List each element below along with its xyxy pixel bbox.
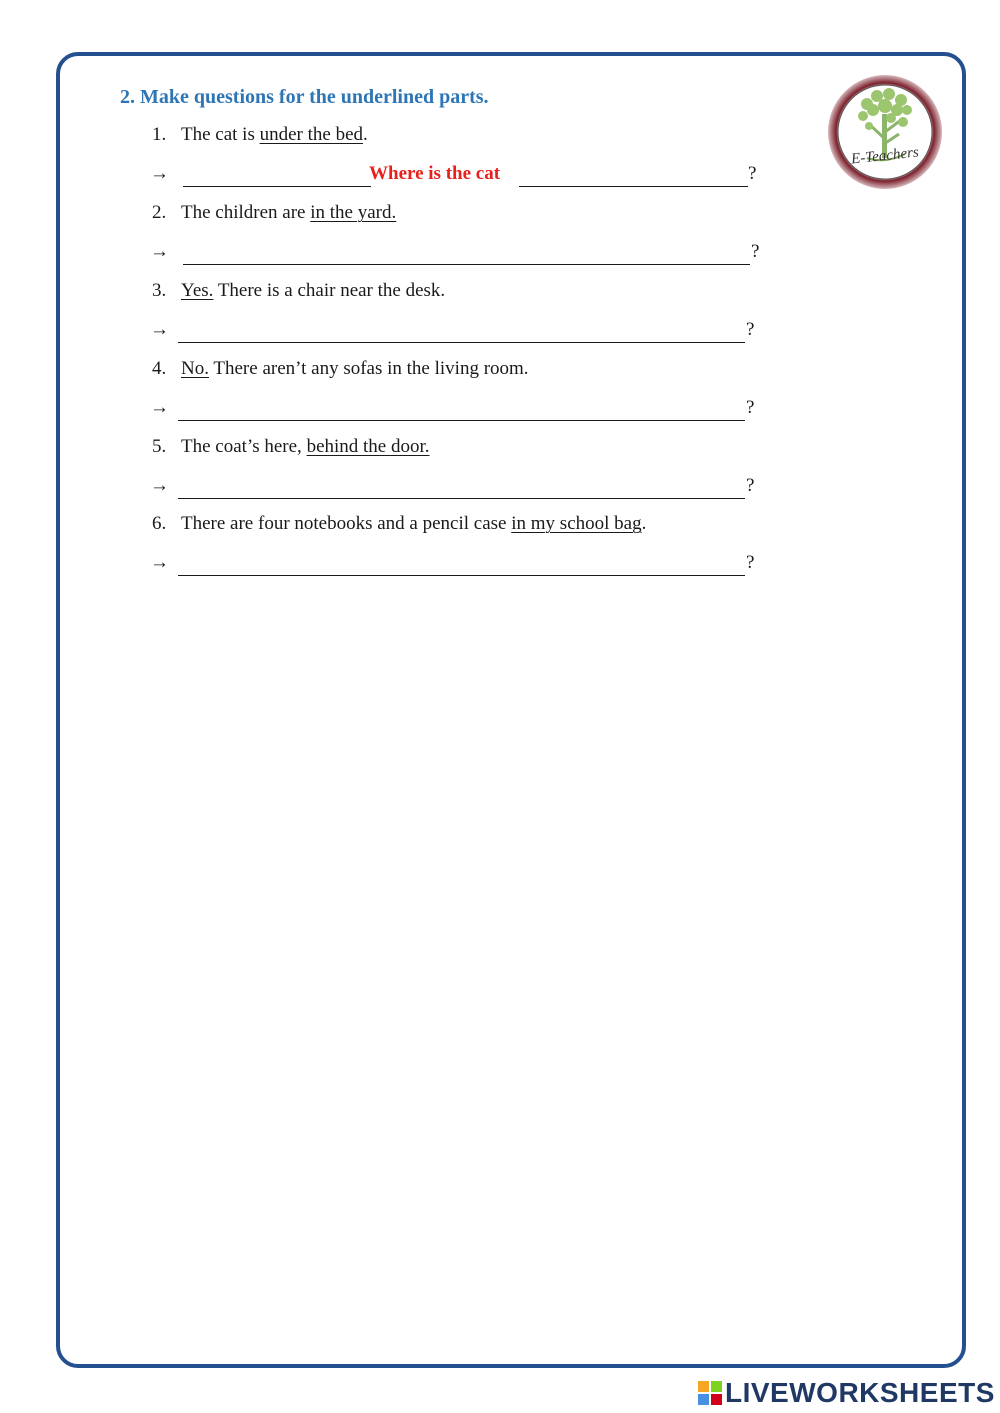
answer-input-3[interactable] — [178, 318, 745, 342]
answer-input-2[interactable] — [183, 240, 750, 264]
question-text-after: . — [363, 124, 368, 145]
answer-line-6 — [150, 552, 770, 578]
question-number: 4. — [152, 358, 167, 379]
question-4 — [152, 358, 529, 380]
arrow-icon: → — [150, 397, 169, 418]
question-text-after: There aren’t any sofas in the living room. — [208, 358, 529, 379]
question-text-before: The coat’s here, — [181, 436, 307, 457]
underlined-part: in my school bag — [511, 513, 642, 534]
answer-line-3 — [150, 319, 770, 345]
question-text-before: The cat is — [181, 124, 260, 145]
question-number: 1. — [152, 124, 167, 145]
question-text-before: There are four notebooks and a pencil case — [181, 513, 512, 534]
arrow-icon: → — [150, 319, 169, 340]
question-mark: ? — [746, 475, 755, 496]
liveworksheets-brand — [698, 1377, 995, 1409]
brand-text: LIVEWORKSHEETS — [725, 1377, 995, 1408]
question-3 — [152, 280, 445, 302]
liveworksheets-logo-icon — [698, 1381, 722, 1405]
question-mark: ? — [746, 552, 755, 573]
arrow-icon: → — [150, 475, 169, 496]
blank-line-left — [183, 163, 371, 187]
answer-input-1[interactable] — [369, 162, 529, 186]
answer-line-1 — [150, 163, 770, 189]
answer-line-2 — [150, 241, 770, 267]
underlined-part: behind the door. — [306, 436, 430, 457]
arrow-icon: → — [150, 163, 169, 184]
underlined-part: under the bed — [259, 124, 364, 145]
underlined-part: in the yard. — [310, 202, 397, 223]
blank-line-right — [519, 163, 748, 187]
underlined-part: No. — [181, 358, 209, 379]
question-mark: ? — [751, 241, 760, 262]
e-teachers-logo — [827, 74, 943, 190]
question-number: 5. — [152, 436, 167, 457]
answer-line-4 — [150, 397, 770, 423]
question-2 — [152, 202, 396, 224]
arrow-icon: → — [150, 241, 169, 262]
logo-text: E-Teachers — [850, 144, 920, 168]
question-mark: ? — [748, 163, 757, 184]
question-1 — [152, 124, 368, 146]
question-5 — [152, 436, 430, 458]
answer-input-6[interactable] — [178, 551, 745, 575]
question-text-after: There is a chair near the desk. — [213, 280, 446, 301]
question-number: 3. — [152, 280, 167, 301]
question-6 — [152, 513, 646, 535]
exercise-heading: 2. Make questions for the underlined parts. — [120, 86, 489, 108]
arrow-icon: → — [150, 552, 169, 573]
question-mark: ? — [746, 319, 755, 340]
underlined-part: Yes. — [181, 280, 214, 301]
answer-input-5[interactable] — [178, 474, 745, 498]
question-number: 2. — [152, 202, 167, 223]
question-text-after: . — [641, 513, 647, 534]
question-text-before: The children are — [181, 202, 311, 223]
tree-icon — [827, 74, 943, 190]
answer-input-4[interactable] — [178, 396, 745, 420]
answer-line-5 — [150, 475, 770, 501]
question-mark: ? — [746, 397, 755, 418]
question-number: 6. — [152, 513, 167, 534]
